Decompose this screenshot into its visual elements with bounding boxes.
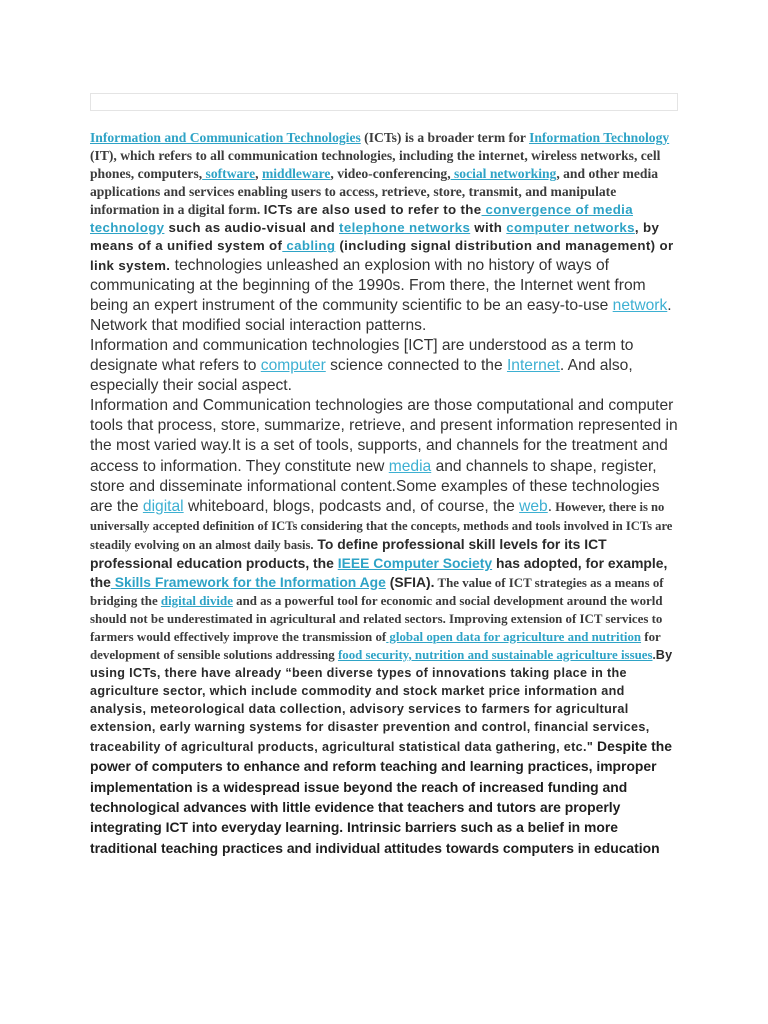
plain-text [90, 397, 678, 514]
link-media[interactable]: media [388, 457, 432, 475]
text: and as a powerful tool for economic and social development around the world should not be underestimated in agricultural and related sectors. Improving extension of ICT services to farmers would effectively improve the transmission of [90, 593, 663, 644]
text: By using ICTs, there have already “been diverse types of innovations taking place in the agriculture sector, which include commodity and stock market price information and analysis, meteorological data collection, advisory services to farmers for agricultural extension, early warning systems for disaster prevention and control, financial services, traceability of agricultural products, agricultural statistical data gathering, etc." [90, 647, 673, 754]
text: Despite the power of computers to enhance and reform teaching and learning practices, improper implementation is a widespread issue beyond the reach of increased funding and technological advances with little evidence that teachers and tutors are properly integrating ICT into everyday learning. Intrinsic barriers such as a belief in more traditional teaching practices and individual attitudes towards computers in education [90, 737, 672, 856]
text: such as audio-visual and [164, 220, 340, 236]
text: for development of sensible solutions addressing [90, 629, 661, 662]
link-ieee-computer-society[interactable]: IEEE Computer Society [337, 554, 493, 571]
paragraph-ict-term [90, 336, 680, 396]
text: The value of ICT strategies as a means of bridging the [90, 575, 664, 608]
header-bar [90, 93, 678, 111]
link-web[interactable]: web [519, 497, 548, 515]
link-telephone-networks[interactable]: telephone networks [339, 220, 471, 236]
link-computer-networks[interactable]: computer networks [506, 220, 635, 236]
text: , video-conferencing, [330, 166, 451, 181]
article-body [90, 129, 680, 858]
text: whiteboard, blogs, podcasts and, of course, the [183, 497, 520, 515]
text: (ICTs) is a broader term for [360, 130, 530, 145]
text: has adopted, for example, the [90, 554, 668, 590]
link-computer[interactable]: computer [260, 357, 326, 375]
text: . [652, 647, 656, 662]
dark-sans-text [90, 738, 672, 856]
plain-text [90, 257, 672, 334]
text: . And also, especially their social aspect. [90, 357, 633, 395]
link-social-networking[interactable]: social networking [450, 166, 557, 181]
link-network[interactable]: network [612, 296, 668, 314]
text: (including signal distribution and management) or link system. [90, 238, 674, 273]
text: with [470, 220, 507, 236]
text: (IT), which refers to all communication technologies, including the internet, wireless networks, cell phones, computers, [90, 148, 661, 181]
link-information-technology[interactable]: Information Technology [529, 130, 670, 145]
text: Information and Communication technologies are those computational and computer tools that process, store, summarize, retrieve, and present information represented in the most varied way.It is a set of tools, supports, and channels for the treatment and access to information. They constitute new [90, 397, 678, 475]
link-global-open-data[interactable]: global open data for agriculture and nutrition [386, 629, 642, 644]
link-information-communication-technologies[interactable]: Information and Communication Technologies [90, 130, 361, 145]
link-skills-framework[interactable]: Skills Framework for the Information Age [110, 573, 386, 590]
text: and channels to shape, register, store and disseminate informational content.Some examples of these technologies are the [90, 457, 660, 515]
link-middleware[interactable]: middleware [261, 166, 331, 181]
link-digital-divide[interactable]: digital divide [160, 593, 233, 608]
bold-sans-text [90, 648, 673, 754]
link-convergence-media-technology[interactable]: convergence of media technology [90, 202, 633, 236]
link-internet[interactable]: Internet [506, 357, 560, 375]
paragraph-ict-definition [90, 129, 680, 336]
link-digital[interactable]: digital [142, 497, 184, 515]
link-software[interactable]: software [202, 166, 256, 181]
text: However, there is no universally accepted definition of ICTs considering that the concepts, methods and tools involved in ICTs are steadily evolving on an almost daily basis. [90, 499, 673, 552]
text: (SFIA). [385, 573, 435, 590]
text: , by means of a unified system of [90, 220, 660, 254]
link-food-security[interactable]: food security, nutrition and sustainable agriculture issues [337, 647, 653, 662]
text: . Network that modified social interaction patterns. [90, 296, 672, 334]
paragraph-ict-tools [90, 396, 680, 858]
text: , [255, 166, 262, 181]
text: To define professional skill levels for its ICT professional education products, the [90, 535, 607, 571]
link-cabling[interactable]: cabling [282, 238, 336, 254]
text: science connected to the [325, 357, 507, 375]
text: . [547, 497, 553, 515]
text: technologies unleashed an explosion with no history of ways of communicating at the beginning of the 1990s. From there, the Internet went from being an expert instrument of the community scientific to be an easy-to-use [90, 256, 646, 314]
text: , and other media applications and services enabling users to access, retrieve, store, transmit, and manipulate information in a digital form. [90, 166, 659, 217]
text: ICTs are also used to refer to the [263, 202, 482, 217]
text: Information and communication technologies [ICT] are understood as a term to designate what refers to [90, 336, 634, 375]
